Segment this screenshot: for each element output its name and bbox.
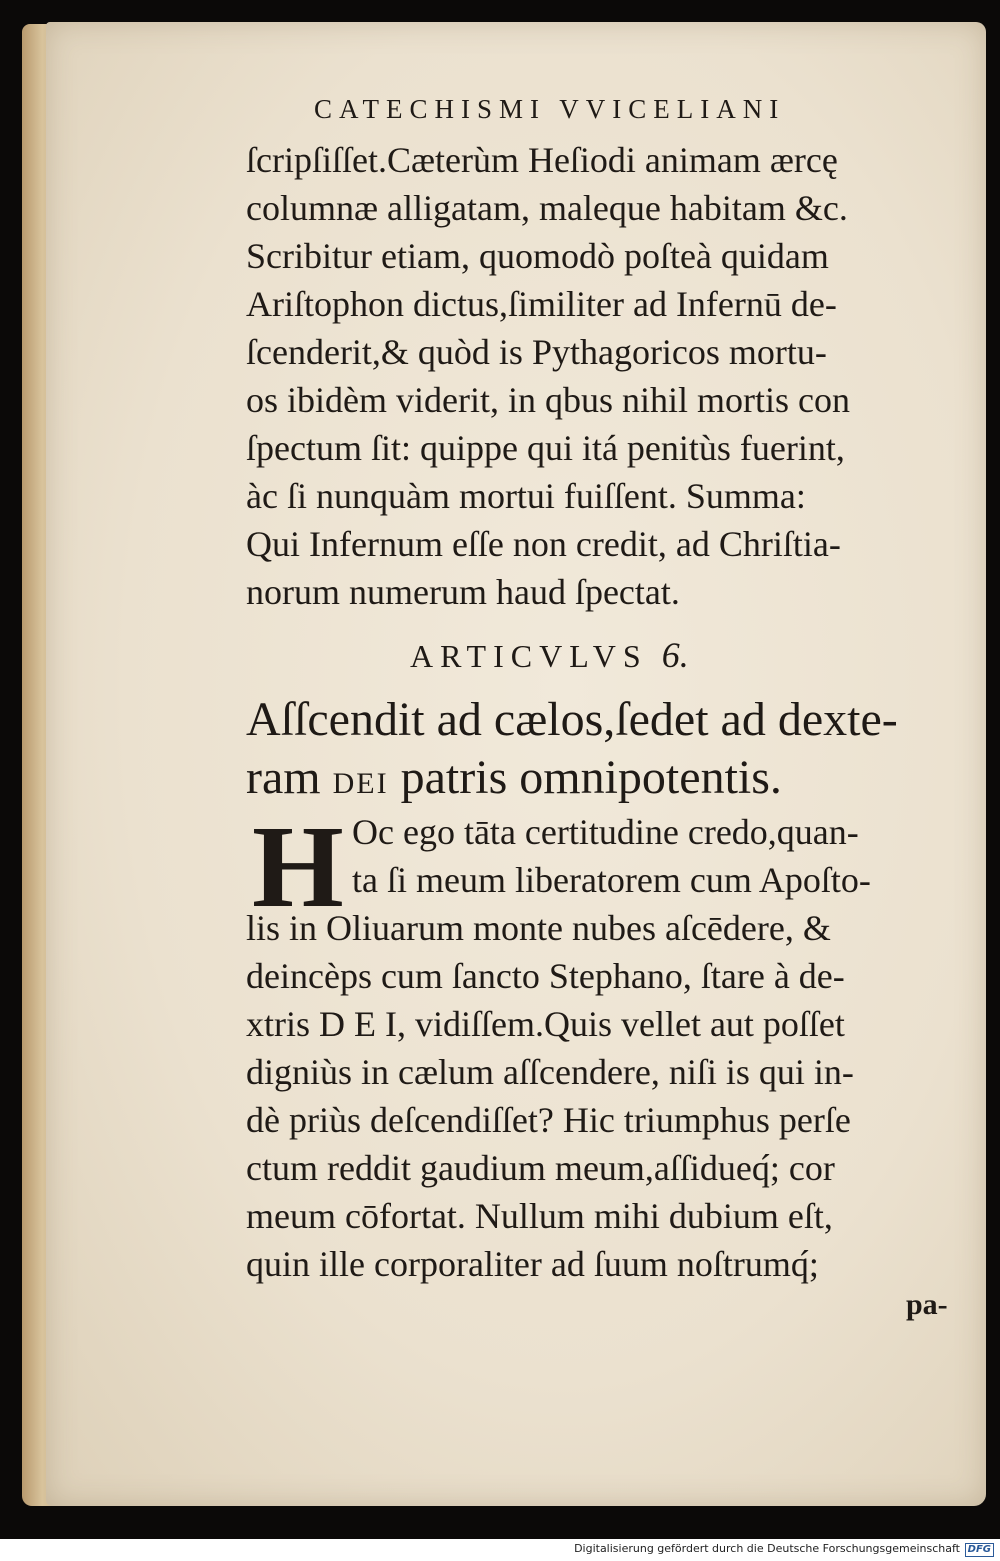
- text-line: ſpectum ſit: quippe qui itá penitùs fuerint,: [246, 428, 845, 468]
- article-title-post: patris omnipotentis.: [400, 751, 782, 804]
- article-title-line-1: Aſſcendit ad cælos,ſedet ad dexte-: [246, 693, 898, 746]
- article-number: 6.: [661, 635, 689, 675]
- text-line: ſcripſiſſet.Cæterùm Heſiodi animam ærcę: [246, 140, 838, 180]
- article-title-pre: ram: [246, 751, 321, 804]
- running-head: CATECHISMI VVICELIANI: [314, 94, 786, 124]
- text-line: digniùs in cælum aſſcendere, niſi is qui in-: [246, 1052, 854, 1092]
- article-heading: [410, 634, 689, 676]
- article-label: ARTICVLVS: [410, 638, 648, 674]
- text-line: quin ille corporaliter ad ſuum noſtrumq́;: [246, 1244, 819, 1284]
- text-line: norum numerum haud ſpectat.: [246, 572, 680, 612]
- dfg-logo: DFG: [965, 1543, 994, 1557]
- drop-capital: H: [252, 801, 344, 932]
- text-line: columnæ alligatam, maleque habitam &c.: [246, 188, 848, 228]
- article-title-smallcaps: DEI: [332, 767, 389, 800]
- text-line: xtris D E I, vidiſſem.Quis vellet aut poſſet: [246, 1004, 845, 1044]
- text-line: meum cōfortat. Nullum mihi dubium eſt,: [246, 1196, 833, 1236]
- text-line: ctum reddit gaudium meum,aſſidueq́; cor: [246, 1148, 835, 1188]
- catchword: pa-: [906, 1288, 948, 1321]
- text-line: Scribitur etiam, quomodò poſteà quidam: [246, 236, 829, 276]
- text-line: àc ſi nunquàm mortui fuiſſent. Summa:: [246, 476, 806, 516]
- text-line: os ibidèm viderit, in qbus nihil mortis con: [246, 380, 850, 420]
- text-line: lis in Oliuarum monte nubes aſcēdere, &: [246, 908, 831, 948]
- footer-bar: [0, 1539, 1000, 1561]
- text-line: dè priùs deſcendiſſet? Hic triumphus perſe: [246, 1100, 851, 1140]
- text-line: ta ſi meum liberatorem cum Apoſto-: [352, 860, 871, 900]
- text-line: Oc ego tāta certitudine credo,quan-: [352, 812, 859, 852]
- text-line: Qui Infernum eſſe non credit, ad Chriſtia-: [246, 524, 841, 564]
- funding-notice: Digitalisierung gefördert durch die Deutsche Forschungsgemeinschaft: [574, 1542, 960, 1555]
- text-line: Ariſtophon dictus,ſimiliter ad Infernū de-: [246, 284, 837, 324]
- text-line: ſcenderit,& quòd is Pythagoricos mortu-: [246, 332, 827, 372]
- text-line: deincèps cum ſancto Stephano, ſtare à de-: [246, 956, 845, 996]
